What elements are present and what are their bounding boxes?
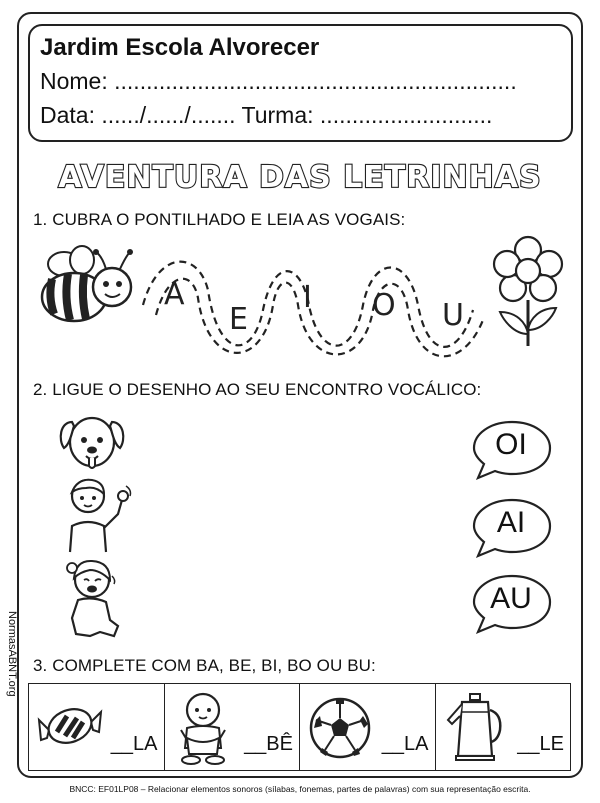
dog-icon[interactable] <box>56 410 128 472</box>
vowel-e: E <box>229 302 248 337</box>
candy-icon <box>37 696 103 756</box>
dotted-wave-path <box>138 250 490 370</box>
flower-icon <box>488 234 568 352</box>
bee-icon <box>34 242 134 332</box>
bubble-au-label: AU <box>490 582 532 615</box>
vowel-a: A <box>164 277 185 312</box>
vowel-o: O <box>372 288 396 323</box>
school-name: Jardim Escola Alvorecer <box>40 34 320 61</box>
bubble-ai-label: AI <box>496 506 526 539</box>
bncc-footer: BNCC: EF01LP08 – Relacionar elementos sonoros (sílabas, fonemas, partes de palavras) com sua representação escrita. <box>69 784 531 794</box>
q3-prompt: 3. COMPLETE COM BA, BE, BI, BO OU BU: <box>33 656 376 675</box>
cell-candy[interactable] <box>29 684 165 770</box>
side-brand: NormasABNT.org <box>6 611 18 697</box>
cell-kettle[interactable] <box>436 684 571 770</box>
page-title-text: AVENTURA DAS LETRINHAS <box>58 160 542 195</box>
q2-prompt: 2. LIGUE O DESENHO AO SEU ENCONTRO VOCÁLICO: <box>33 380 482 399</box>
cell-ball[interactable] <box>300 684 436 770</box>
cell-baby[interactable] <box>165 684 301 770</box>
kettle-icon <box>444 690 504 764</box>
boy-waving-icon[interactable] <box>58 474 134 554</box>
date-class-field[interactable]: Data: ....../....../....... Turma: ........................... <box>40 102 493 128</box>
q1-prompt: 1. CUBRA O PONTILHADO E LEIA AS VOGAIS: <box>33 210 406 229</box>
name-field[interactable]: Nome: ............................................................... <box>40 68 517 94</box>
vowel-i: I <box>303 280 312 315</box>
fill-kettle: __LE <box>517 733 564 755</box>
fill-candy: __LA <box>110 733 158 755</box>
header-box <box>28 24 573 142</box>
vowel-u: U <box>442 298 464 333</box>
bubble-oi-label: OI <box>495 428 527 461</box>
completion-row <box>28 683 571 771</box>
fill-ball: __LA <box>381 733 429 755</box>
soccer-ball-icon <box>308 696 372 760</box>
page-title <box>0 150 600 200</box>
baby-icon <box>175 690 231 766</box>
fill-baby: __BÊ <box>244 733 293 755</box>
girl-crying-icon[interactable] <box>60 556 132 642</box>
